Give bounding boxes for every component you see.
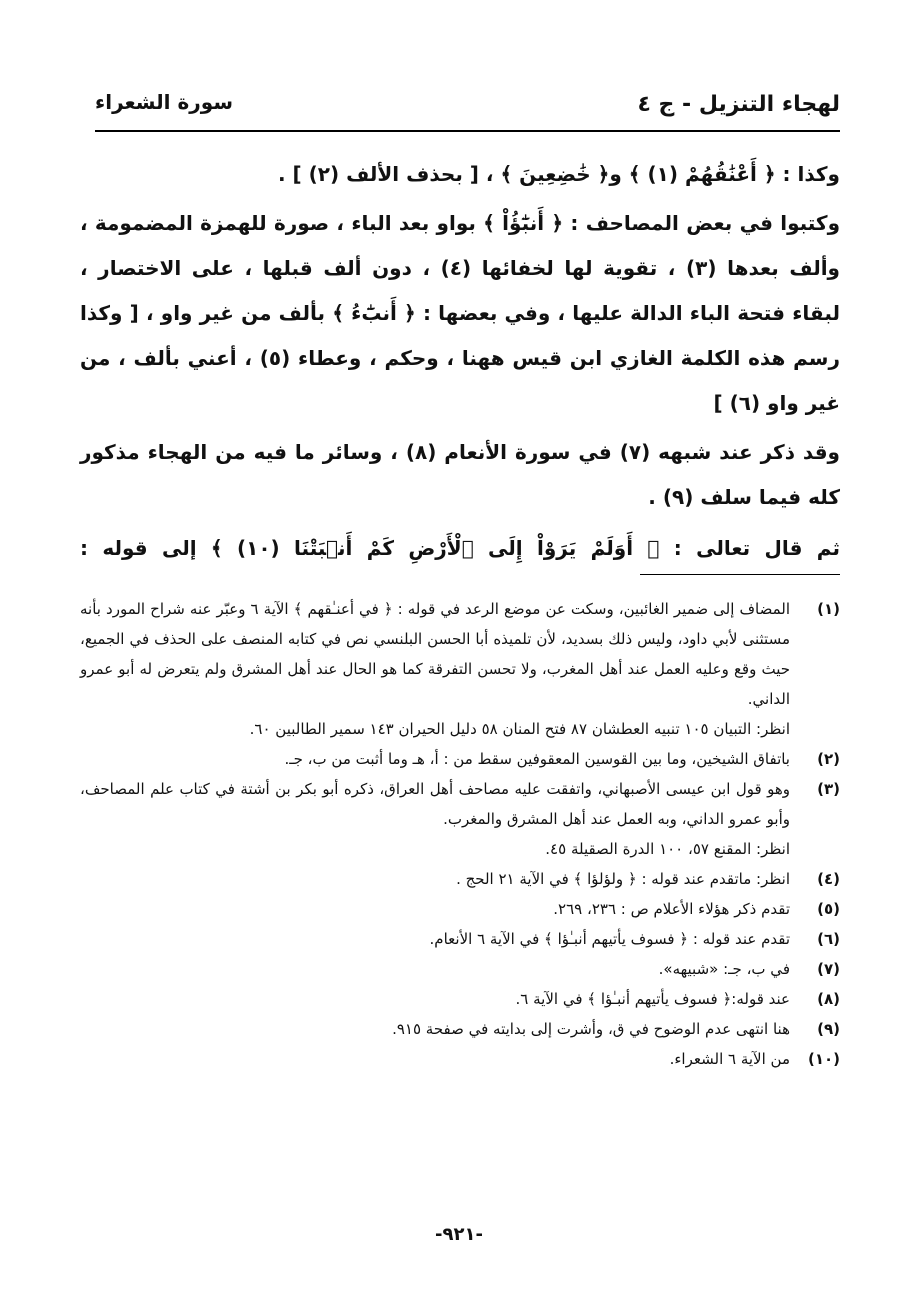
footnote: [80, 774, 840, 864]
footnote-text: عند قوله:﴿ فسوف يأتيهم أنبـٰؤا ﴾ في الآية ٦.: [515, 990, 790, 1008]
book-title: لهجاء التنزيل - ج ٤: [637, 92, 840, 117]
footnote-text: من الآية ٦ الشعراء.: [669, 1050, 790, 1068]
footnote-text: انظر: ماتقدم عند قوله : ﴿ ولؤلؤا ﴾ في الآية ٢١ الحج .: [456, 870, 790, 888]
footnote-number: (١): [817, 600, 840, 618]
footnote-number: (٤): [817, 870, 840, 888]
footnote-reference: انظر: التبيان ١٠٥ تنبيه العطشان ٨٧ فتح المنان ٥٨ دليل الحيران ١٤٣ سمير الطالبين ٦٠.: [249, 720, 790, 738]
footnote-number: (٧): [817, 960, 840, 978]
footnote: [80, 924, 840, 954]
footnote-number: (٦): [817, 930, 840, 948]
footnote: [80, 594, 840, 744]
footnote: [80, 954, 840, 984]
footnote-number: (٢): [817, 750, 840, 768]
footnote-number: (٨): [817, 990, 840, 1008]
footnotes: [80, 594, 840, 1074]
footnote-number: (٩): [817, 1020, 840, 1038]
footnote-number: (٣): [817, 780, 840, 798]
main-text: [80, 152, 840, 571]
surah-title: سورة الشعراء: [95, 90, 234, 114]
footnote-number: (١٠): [807, 1050, 840, 1068]
footnote-text: وهو قول ابن عيسى الأصبهاني، واتفقت عليه مصاحف أهل العراق، ذكره أبو بكر بن أشتة في كتاب علم المصاحف، وأبو عمرو الداني، وبه العمل عند أهل المشرق والمغرب.: [80, 780, 790, 828]
running-header: [95, 86, 840, 132]
footnote: [80, 1014, 840, 1044]
footnote-reference: انظر: المقنع ٥٧، ١٠٠ الدرة الصقيلة ٤٥.: [545, 840, 790, 858]
main-paragraph: ثم قال تعالى : ﴿ أَوَلَمْ يَرَوْاْ إِلَى ٱلْأَرْضِ كَمْ أَنۢبَتْنَا (١٠) ﴾ إلى قوله :: [80, 536, 840, 560]
footnote: [80, 744, 840, 774]
footnote-text: تقدم عند قوله : ﴿ فسوف يأتيهم أنبـٰؤا ﴾ في الآية ٦ الأنعام.: [429, 930, 790, 948]
footnote-text: في ب، جـ: «شبيهه».: [658, 960, 790, 978]
main-paragraph: وكذا : ﴿ أَعْنَٰقُهُمْ (١) ﴾ و﴿ خَٰضِعِينَ ﴾ ، [ بحذف الألف (٢) ] .: [277, 162, 840, 186]
footnote: [80, 894, 840, 924]
page-number: -٩٢١-: [435, 1224, 483, 1245]
footnote: [80, 864, 840, 894]
footnote-divider: [640, 574, 840, 575]
footnote-text: هنا انتهى عدم الوضوح في ق، وأشرت إلى بدايته في صفحة ٩١٥.: [392, 1020, 790, 1038]
main-paragraph: وكتبوا في بعض المصاحف : ﴿ أَنبَٰٓؤُاْ ﴾ بواو بعد الباء ، صورة للهمزة المضمومة ، وألف بعدها (٣) ، تقوية لها لخفائها (٤) ، دون ألف قبلها ، على الاختصار ، لبقاء فتحة الباء الدالة عليها ، وفي بعضها : ﴿ أَنبَٰٓءُ ﴾ بألف من غير واو ، [ وكذا رسم هذه الكلمة الغازي ابن قيس ههنا ، وحكم ، وعطاء (٥) ، أعني بألف ، من غير واو (٦) ]: [80, 211, 840, 415]
footnote-text: تقدم ذكر هؤلاء الأعلام ص : ٢٣٦، ٢٦٩.: [553, 900, 790, 918]
footnote-text: باتفاق الشيخين، وما بين القوسين المعقوفين سقط من : أ، هـ وما أثبت من ب، جـ.: [284, 750, 790, 768]
footnote: [80, 984, 840, 1014]
footnote-number: (٥): [817, 900, 840, 918]
main-paragraph: وقد ذكر عند شبهه (٧) في سورة الأنعام (٨) ، وسائر ما فيه من الهجاء مذكور كله فيما سلف (٩) .: [80, 440, 840, 509]
footnote: [80, 1044, 840, 1074]
footnote-text: المضاف إلى ضمير الغائبين، وسكت عن موضع الرعد في قوله : ﴿ في أعنـٰقهم ﴾ الآية ٦ وعبّر عنه شراح المورد بأنه مستثنى لأبي داود، وليس ذلك بسديد، لأن تلميذه أبا الحسن البلنسي نص في كتابه المنصف على الحذف في الجميع، حيث وقع وعليه العمل عند أهل المغرب، ولا تحسن التفرقة كما هو الحال عند أهل المشرق ولم يتعرض له أبو عمرو الداني.: [80, 600, 790, 708]
